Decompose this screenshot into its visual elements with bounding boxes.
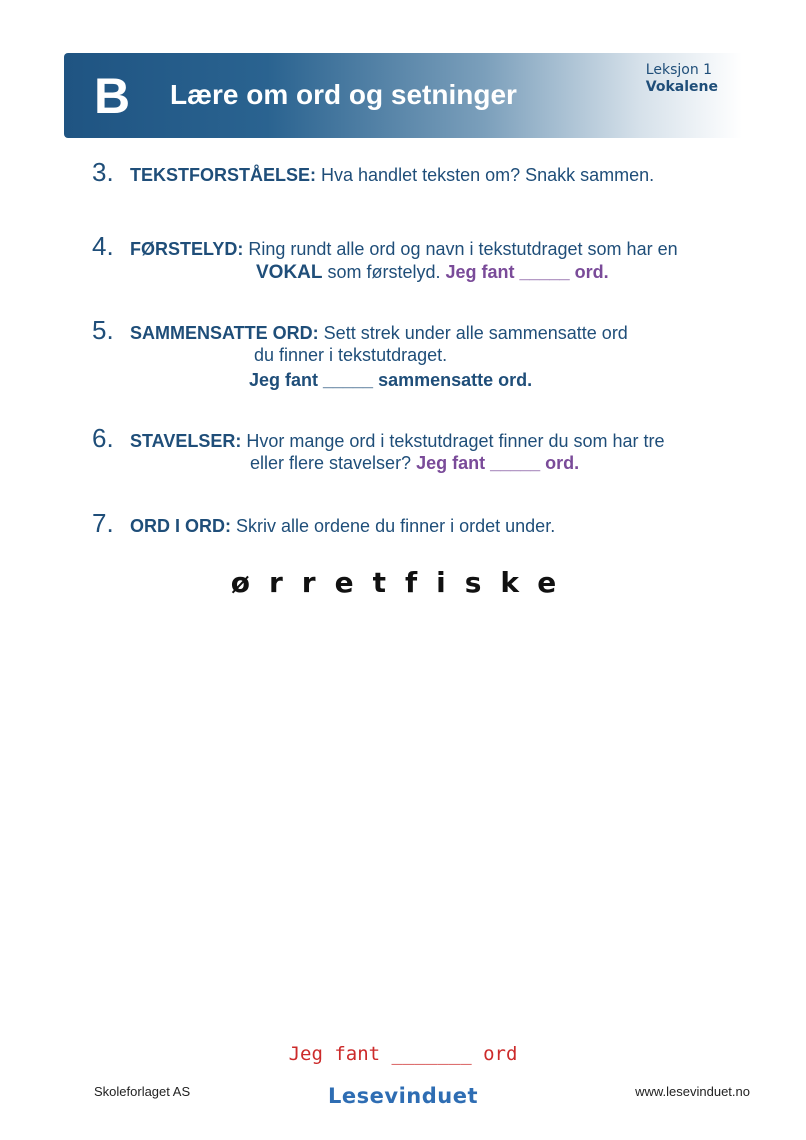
lesevinduet-logo: Lesevinduet — [328, 1084, 478, 1108]
page-title: Lære om ord og setninger — [170, 79, 517, 110]
task-4 — [92, 231, 678, 262]
task-label: SAMMENSATTE ORD: — [130, 323, 319, 343]
lesson-number: Leksjon 1 — [645, 62, 713, 78]
answer-blank: Jeg fant _____ ord. — [416, 453, 580, 473]
task-6-continuation — [250, 451, 579, 476]
found-count-line: Jeg fant _______ ord — [288, 1043, 518, 1065]
task-7 — [92, 508, 556, 539]
task-number: 7. — [92, 508, 114, 538]
task-label: FØRSTELYD: — [130, 239, 244, 259]
publisher-name: Skoleforlaget AS — [94, 1084, 191, 1099]
task-6 — [92, 423, 665, 454]
section-letter: B — [94, 68, 131, 124]
lesson-topic: Vokalene — [645, 79, 718, 95]
task-label: TEKSTFORSTÅELSE: — [130, 165, 317, 185]
task-label: STAVELSER: — [130, 431, 242, 451]
task-text: Ring rundt alle ord og navn i tekstutdraget som har en — [243, 239, 678, 259]
task-5-continuation: du finner i tekstutdraget. — [254, 345, 448, 365]
task-number: 4. — [92, 231, 114, 261]
task-number: 5. — [92, 315, 114, 345]
answer-blank: Jeg fant _____ sammensatte ord. — [249, 370, 533, 390]
task-text: Hvor mange ord i tekstutdraget finner du som har tre — [241, 431, 665, 451]
task-text: Hva handlet teksten om? Snakk sammen. — [316, 165, 655, 185]
task-label: ORD I ORD: — [130, 516, 231, 536]
task-3 — [92, 157, 655, 188]
task-number: 3. — [92, 157, 114, 187]
vokal-keyword: VOKAL — [256, 262, 323, 283]
lesson-info — [646, 62, 718, 96]
task-5 — [92, 315, 628, 346]
task-text: eller flere stavelser? — [250, 453, 417, 473]
task-text: Sett strek under alle sammensatte ord — [318, 323, 628, 343]
compound-word: ørretfiske — [230, 566, 576, 599]
task-text: Skriv alle ordene du finner i ordet under. — [231, 516, 556, 536]
task-text: som førstelyd. — [322, 262, 446, 282]
task-number: 6. — [92, 423, 114, 453]
answer-blank: Jeg fant _____ ord. — [445, 262, 609, 282]
website-link[interactable]: www.lesevinduet.no — [635, 1084, 750, 1099]
task-4-continuation — [256, 260, 609, 285]
